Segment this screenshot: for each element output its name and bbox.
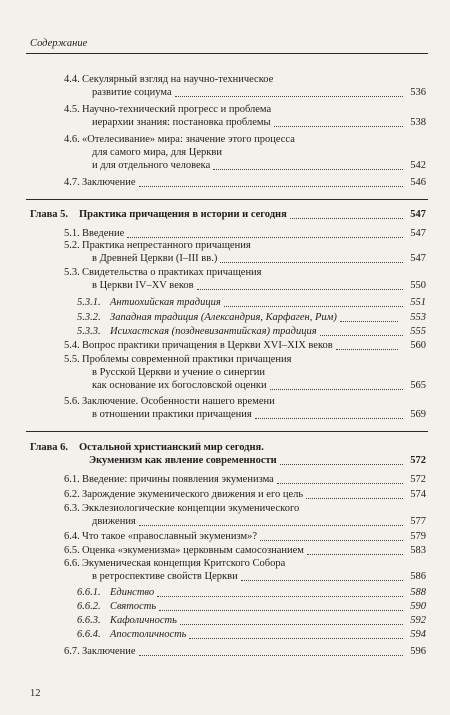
header-rule — [26, 53, 428, 54]
toc-entry — [0, 239, 450, 265]
dot-leader — [290, 218, 403, 219]
toc-entry-title-line: Вопрос практики причащения в Церкви XVI–XIX веков — [82, 340, 333, 351]
toc-entry — [0, 473, 450, 486]
toc-entry-page: 572 — [410, 474, 426, 485]
toc-entry-title-line: Заключение. Особенности нашего времени — [82, 396, 275, 407]
toc-entry-number: 5.2. — [64, 240, 80, 251]
toc-subsection-entry — [0, 325, 450, 338]
toc-entry-title-line: Западная традиция (Александрия, Карфаген, Рим) — [110, 312, 337, 323]
toc-entry-page: 590 — [410, 601, 426, 612]
toc-entry-page: 547 — [410, 253, 426, 264]
toc-entry-number: 6.6. — [64, 558, 80, 569]
toc-entry-number: 6.6.1. — [77, 587, 101, 598]
toc-entry-number: 6.2. — [64, 489, 80, 500]
toc-entry-title-line: иерархии знания: постановка проблемы — [92, 117, 271, 128]
toc-entry-title-line: Остальной христианский мир сегодня. — [79, 442, 264, 453]
page-number: 12 — [30, 688, 41, 699]
toc-entry — [0, 645, 450, 658]
toc-entry-title-line: Введение: причины появления экуменизма — [82, 474, 274, 485]
toc-entry — [0, 339, 450, 352]
toc-entry-title-line: «Отелесивание» мира: значение этого процесса — [82, 134, 295, 145]
toc-entry-number: 4.5. — [64, 104, 80, 115]
dot-leader — [306, 498, 403, 499]
dot-leader — [139, 186, 403, 187]
toc-entry-title-line: Экклезиологические концепции экуменического — [82, 503, 300, 514]
toc-entry-title-line: Проблемы современной практики причащения — [82, 354, 292, 365]
toc-entry — [0, 353, 450, 392]
dot-leader — [336, 349, 398, 350]
toc-entry-page: 583 — [410, 545, 426, 556]
toc-entry-title-line: Секулярный взгляд на научно-техническое — [82, 74, 274, 85]
toc-entry — [0, 176, 450, 189]
toc-entry-number: 6.6.2. — [77, 601, 101, 612]
toc-entry-page: 586 — [410, 571, 426, 582]
toc-entry-title-line: Единство — [110, 587, 155, 598]
toc-entry — [0, 266, 450, 292]
dot-leader — [139, 525, 403, 526]
toc-entry — [0, 395, 450, 421]
toc-entry-page: 542 — [410, 160, 426, 171]
dot-leader — [277, 483, 403, 484]
toc-entry-number: Глава 5. — [30, 209, 69, 220]
toc-entry — [0, 488, 450, 501]
toc-subsection-entry — [0, 600, 450, 613]
toc-entry — [0, 133, 450, 172]
dot-leader — [340, 321, 398, 322]
toc-entry-page: 574 — [410, 489, 426, 500]
toc-entry-title-line: Что такое «православный экуменизм»? — [82, 531, 258, 542]
toc-entry-number: 6.1. — [64, 474, 80, 485]
toc-entry-page: 536 — [410, 87, 426, 98]
toc-entry-number: 6.4. — [64, 531, 80, 542]
toc-entry-title-line: Зарождение экуменического движения и его цель — [82, 489, 304, 500]
toc-entry-page: 560 — [410, 340, 426, 351]
dot-leader — [241, 580, 403, 581]
toc-entry-number: 6.7. — [64, 646, 80, 657]
toc-entry-title-line: развитие социума — [92, 87, 172, 98]
dot-leader — [127, 237, 403, 238]
toc-entry-page: 572 — [410, 455, 426, 466]
toc-entry-page: 550 — [410, 280, 426, 291]
toc-entry-page: 555 — [410, 326, 426, 337]
toc-entry-title-line: Исихастская (поздневизантийская) традиция — [110, 326, 317, 337]
toc-subsection-entry — [0, 586, 450, 599]
toc-entry-number: 6.6.4. — [77, 629, 101, 640]
toc-subsection-entry — [0, 614, 450, 627]
toc-entry-title-line: Свидетельства о практиках причащения — [82, 267, 262, 278]
toc-subsection-entry — [0, 628, 450, 641]
toc-subsection-entry — [0, 296, 450, 309]
toc-entry-page: 551 — [410, 297, 426, 308]
toc-subsection-entry — [0, 311, 450, 324]
toc-entry-number: 6.3. — [64, 503, 80, 514]
dot-leader — [320, 335, 403, 336]
toc-entry-title-line: Заключение — [82, 646, 136, 657]
dot-leader — [197, 289, 403, 290]
toc-entry-title-line: движения — [92, 516, 136, 527]
toc-entry — [0, 530, 450, 543]
dot-leader — [213, 169, 403, 170]
chapter-divider — [26, 431, 428, 432]
toc-chapter-entry — [0, 441, 450, 467]
toc-entry-page: 553 — [410, 312, 426, 323]
toc-entry-title-line: Заключение — [82, 177, 136, 188]
toc-entry-page: 588 — [410, 587, 426, 598]
toc-entry-page: 538 — [410, 117, 426, 128]
dot-leader — [307, 554, 403, 555]
toc-entry — [0, 544, 450, 557]
toc-entry-title-line: в Церкви IV–XV веков — [92, 280, 194, 291]
toc-entry-number: 6.5. — [64, 545, 80, 556]
toc-entry — [0, 103, 450, 129]
toc-entry — [0, 73, 450, 99]
toc-entry-number: 5.6. — [64, 396, 80, 407]
toc-entry-number: 5.1. — [64, 228, 80, 239]
toc-entry-number: 5.5. — [64, 354, 80, 365]
toc-entry-title-line: Практика непрестанного причащения — [82, 240, 251, 251]
toc-entry-title-line: в отношении практики причащения — [92, 409, 252, 420]
toc-entry-number: 5.4. — [64, 340, 80, 351]
toc-entry-title-line: Кафоличность — [110, 615, 177, 626]
toc-entry-title-line: Оценка «экуменизма» церковным самосознанием — [82, 545, 304, 556]
dot-leader — [255, 418, 403, 419]
dot-leader — [270, 389, 403, 390]
toc-chapter-entry — [0, 208, 450, 221]
toc-entry-number: 5.3.1. — [77, 297, 101, 308]
toc-entry-page: 594 — [410, 629, 426, 640]
dot-leader — [159, 610, 403, 611]
toc-entry-title-line: Антиохийская традиция — [110, 297, 221, 308]
dot-leader — [180, 624, 403, 625]
toc-entry-number: 5.3. — [64, 267, 80, 278]
toc-entry-number: 4.6. — [64, 134, 80, 145]
toc-entry-page: 565 — [410, 380, 426, 391]
toc-entry-number: 4.7. — [64, 177, 80, 188]
dot-leader — [175, 96, 403, 97]
toc-entry-number: 5.3.2. — [77, 312, 101, 323]
dot-leader — [260, 540, 403, 541]
toc-entry-title-line: как основание их богословской оценки — [92, 380, 267, 391]
toc-entry-page: 577 — [410, 516, 426, 527]
toc-entry-page: 596 — [410, 646, 426, 657]
dot-leader — [220, 262, 403, 263]
toc-entry-page: 592 — [410, 615, 426, 626]
dot-leader — [189, 638, 403, 639]
toc-entry-title-line: Экуменизм как явление современности — [89, 455, 277, 466]
dot-leader — [139, 655, 403, 656]
toc-entry-page: 547 — [410, 209, 426, 220]
running-header-title: Содержание — [30, 38, 88, 49]
toc-entry-title-line: Научно-технический прогресс и проблема — [82, 104, 272, 115]
toc-entry-title-line: в ретроспективе свойств Церкви — [92, 571, 238, 582]
toc-entry-title-line: и для отдельного человека — [92, 160, 211, 171]
toc-entry-page: 547 — [410, 228, 426, 239]
toc-entry-title-line: в Русской Церкви и учение о синергии — [92, 367, 266, 378]
dot-leader — [157, 596, 403, 597]
toc-entry-number: 4.4. — [64, 74, 80, 85]
dot-leader — [280, 464, 403, 465]
dot-leader — [274, 126, 403, 127]
toc-entry-page: 579 — [410, 531, 426, 542]
toc-entry-number: 5.3.3. — [77, 326, 101, 337]
toc-entry-page: 569 — [410, 409, 426, 420]
toc-entry-page: 546 — [410, 177, 426, 188]
toc-entry-title-line: Введение — [82, 228, 125, 239]
toc-entry-number: 6.6.3. — [77, 615, 101, 626]
toc-entry-title-line: Экуменическая концепция Критского Собора — [82, 558, 286, 569]
toc-entry — [0, 502, 450, 528]
toc-entry-title-line: для самого мира, для Церкви — [92, 147, 222, 158]
toc-entry-title-line: Святость — [110, 601, 157, 612]
toc-entry-title-line: Апостоличность — [110, 629, 187, 640]
toc-entry-title-line: Практика причащения в истории и сегодня — [79, 209, 287, 220]
dot-leader — [224, 306, 403, 307]
chapter-divider — [26, 199, 428, 200]
toc-entry — [0, 557, 450, 583]
toc-entry-number: Глава 6. — [30, 442, 69, 453]
toc-entry-title-line: в Древней Церкви (I–III вв.) — [92, 253, 218, 264]
